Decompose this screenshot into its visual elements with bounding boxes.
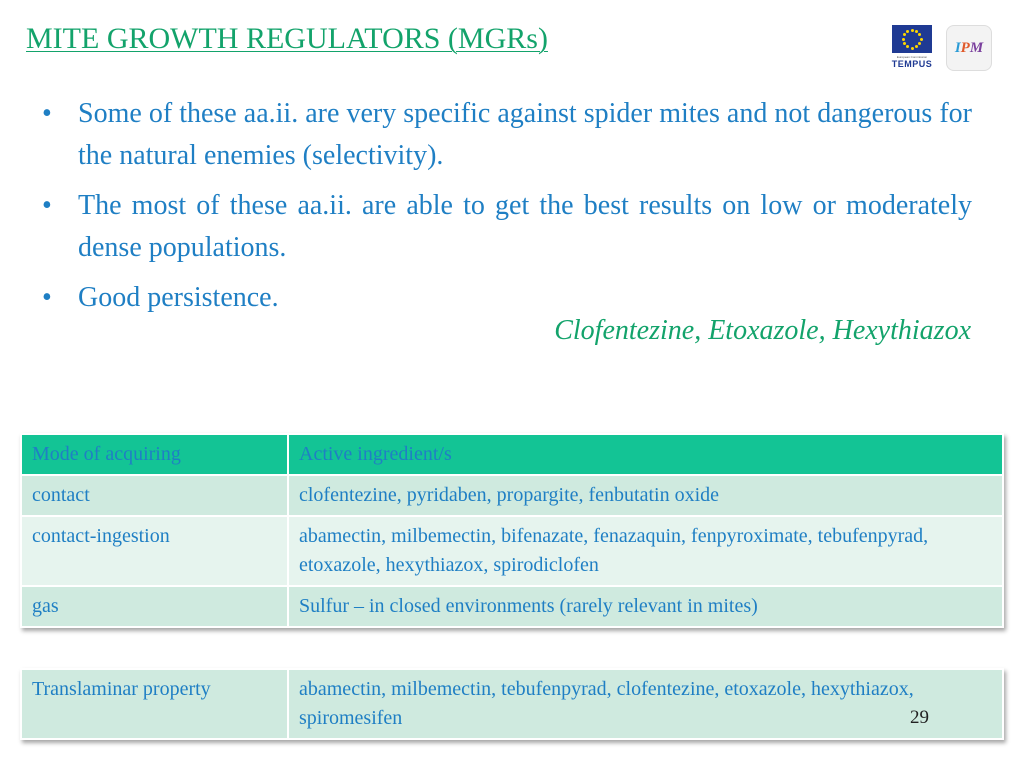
- eu-logo-small-text: European Commission: [896, 55, 928, 59]
- bullet-item: [32, 93, 972, 177]
- eu-star-icon: [906, 45, 909, 48]
- eu-star-icon: [911, 47, 914, 50]
- header-active-ingredients: Active ingredient/s: [288, 434, 1003, 475]
- mode-of-acquiring-table: [20, 433, 1004, 628]
- eu-flag-icon: [892, 25, 932, 53]
- eu-star-icon: [903, 33, 906, 36]
- eu-star-icon: [902, 38, 905, 41]
- slide-title: MITE GROWTH REGULATORS (MGRs): [26, 22, 548, 55]
- table-cell-mode: gas: [21, 586, 288, 627]
- bullet-text: Some of these aa.ii. are very specific against spider mites and not dangerous for the natural enemies (selectivity).: [78, 98, 972, 171]
- bullet-item: [32, 277, 972, 319]
- eu-star-icon: [906, 30, 909, 33]
- ipm-logo-letter-p: P: [960, 39, 970, 56]
- ipm-logo: [946, 25, 992, 71]
- bullet-icon: •: [42, 98, 52, 129]
- table-cell-ingredients: clofentezine, pyridaben, propargite, fenbutatin oxide: [288, 475, 1003, 516]
- ipm-logo-letter-i: I: [954, 39, 961, 56]
- eu-star-icon: [903, 42, 906, 45]
- table-cell-ingredients: Sulfur – in closed environments (rarely relevant in mites): [288, 586, 1003, 627]
- table-cell-mode: contact-ingestion: [21, 516, 288, 586]
- header-mode-of-acquiring: Mode of acquiring: [21, 434, 288, 475]
- eu-star-icon: [918, 33, 921, 36]
- eu-tempus-logo: [890, 25, 934, 69]
- eu-star-icon: [915, 30, 918, 33]
- table-row: [21, 586, 1003, 627]
- tempus-label: TEMPUS: [891, 59, 933, 69]
- table-row: [21, 516, 1003, 586]
- logo-group: [890, 25, 992, 71]
- translaminar-table: [20, 668, 1004, 740]
- table-cell-ingredients: abamectin, milbemectin, bifenazate, fenazaquin, fenpyroximate, tebufenpyrad, etoxazole, hexythiazox, spirodiclofen: [288, 516, 1003, 586]
- bullet-icon: •: [42, 190, 52, 221]
- table-cell-property: Translaminar property: [21, 669, 288, 739]
- table-row: [21, 475, 1003, 516]
- table-cell-mode: contact: [21, 475, 288, 516]
- ipm-logo-letter-m: M: [969, 39, 984, 56]
- example-ingredients: Clofentezine, Etoxazole, Hexythiazox: [554, 315, 971, 346]
- bullet-list: [32, 93, 972, 327]
- table-cell-ingredients: abamectin, milbemectin, tebufenpyrad, clofentezine, etoxazole, hexythiazox, spiromesifen: [288, 669, 1003, 739]
- bullet-text: Good persistence.: [78, 282, 279, 313]
- table-header-row: [21, 434, 1003, 475]
- table-row: [21, 669, 1003, 739]
- eu-star-icon: [920, 38, 923, 41]
- bullet-text: The most of these aa.ii. are able to get the best results on low or moderately dense populations.: [78, 190, 972, 263]
- page-number: 29: [910, 707, 929, 728]
- bullet-item: [32, 185, 972, 269]
- eu-star-icon: [915, 45, 918, 48]
- eu-star-icon: [918, 42, 921, 45]
- bullet-icon: •: [42, 282, 52, 313]
- eu-star-icon: [911, 29, 914, 32]
